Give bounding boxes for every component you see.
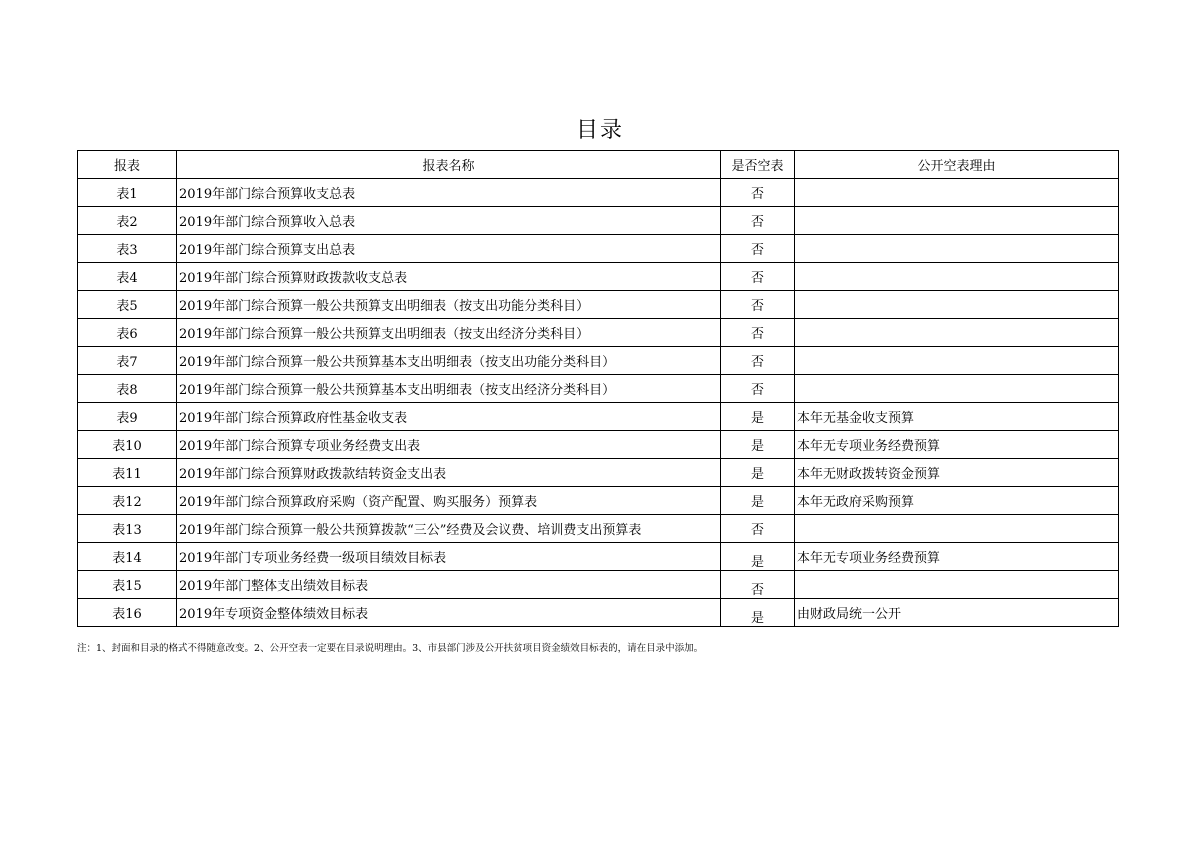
- report-id: 表9: [78, 403, 177, 431]
- table-row: [78, 431, 1119, 459]
- report-id: 表16: [78, 599, 177, 627]
- is-empty-value: 是: [721, 543, 795, 571]
- page-title: 目录: [575, 118, 624, 143]
- report-id: 表8: [78, 375, 177, 403]
- report-catalog-table: [77, 150, 1119, 627]
- empty-reason: 本年无基金收支预算: [795, 403, 1119, 431]
- is-empty-value: 否: [721, 179, 795, 207]
- empty-reason: 本年无专项业务经费预算: [795, 543, 1119, 571]
- footnote: 注：1、封面和目录的格式不得随意改变。2、公开空表一定要在目录说明理由。3、市县部门涉及公开扶贫项目资金绩效目标表的，请在目录中添加。: [77, 643, 704, 654]
- table-row: [78, 319, 1119, 347]
- table-row: [78, 291, 1119, 319]
- empty-reason: [795, 515, 1119, 543]
- report-name: 2019年部门综合预算政府采购（资产配置、购买服务）预算表: [177, 487, 721, 515]
- empty-reason: 本年无政府采购预算: [795, 487, 1119, 515]
- table-row: [78, 571, 1119, 599]
- report-id: 表3: [78, 235, 177, 263]
- empty-reason: 本年无财政拨转资金预算: [795, 459, 1119, 487]
- header-is-empty: 是否空表: [721, 151, 795, 179]
- is-empty-value: 是: [721, 487, 795, 515]
- table-row: [78, 459, 1119, 487]
- report-id: 表6: [78, 319, 177, 347]
- empty-reason: [795, 571, 1119, 599]
- table-row: [78, 263, 1119, 291]
- is-empty-value: 否: [721, 263, 795, 291]
- report-name: 2019年部门综合预算专项业务经费支出表: [177, 431, 721, 459]
- report-name: 2019年部门综合预算一般公共预算支出明细表（按支出经济分类科目）: [177, 319, 721, 347]
- empty-reason: 由财政局统一公开: [795, 599, 1119, 627]
- report-id: 表12: [78, 487, 177, 515]
- report-name: 2019年部门专项业务经费一级项目绩效目标表: [177, 543, 721, 571]
- report-id: 表1: [78, 179, 177, 207]
- table-row: [78, 403, 1119, 431]
- is-empty-value: 是: [721, 403, 795, 431]
- empty-reason: [795, 347, 1119, 375]
- report-id: 表2: [78, 207, 177, 235]
- table-row: [78, 235, 1119, 263]
- report-id: 表15: [78, 571, 177, 599]
- is-empty-value: 否: [721, 207, 795, 235]
- empty-reason: 本年无专项业务经费预算: [795, 431, 1119, 459]
- table-row: [78, 543, 1119, 571]
- header-reason: 公开空表理由: [795, 151, 1119, 179]
- empty-reason: [795, 207, 1119, 235]
- header-report-name: 报表名称: [177, 151, 721, 179]
- header-report-id: 报表: [78, 151, 177, 179]
- report-id: 表11: [78, 459, 177, 487]
- empty-reason: [795, 291, 1119, 319]
- is-empty-value: 否: [721, 515, 795, 543]
- table-row: [78, 515, 1119, 543]
- report-name: 2019年部门综合预算一般公共预算拨款“三公”经费及会议费、培训费支出预算表: [177, 515, 721, 543]
- empty-reason: [795, 263, 1119, 291]
- report-id: 表14: [78, 543, 177, 571]
- report-name: 2019年部门综合预算一般公共预算基本支出明细表（按支出功能分类科目）: [177, 347, 721, 375]
- report-id: 表7: [78, 347, 177, 375]
- report-name: 2019年部门综合预算收支总表: [177, 179, 721, 207]
- report-id: 表10: [78, 431, 177, 459]
- report-name: 2019年部门综合预算政府性基金收支表: [177, 403, 721, 431]
- table-row: [78, 347, 1119, 375]
- is-empty-value: 否: [721, 571, 795, 599]
- report-id: 表13: [78, 515, 177, 543]
- is-empty-value: 否: [721, 319, 795, 347]
- table-header-row: [78, 151, 1119, 179]
- is-empty-value: 否: [721, 347, 795, 375]
- report-name: 2019年部门综合预算一般公共预算基本支出明细表（按支出经济分类科目）: [177, 375, 721, 403]
- is-empty-value: 否: [721, 235, 795, 263]
- table-row: [78, 375, 1119, 403]
- table-row: [78, 599, 1119, 627]
- report-name: 2019年部门综合预算财政拨款收支总表: [177, 263, 721, 291]
- empty-reason: [795, 179, 1119, 207]
- is-empty-value: 是: [721, 599, 795, 627]
- is-empty-value: 是: [721, 431, 795, 459]
- table-row: [78, 207, 1119, 235]
- report-name: 2019年部门综合预算财政拨款结转资金支出表: [177, 459, 721, 487]
- empty-reason: [795, 235, 1119, 263]
- is-empty-value: 是: [721, 459, 795, 487]
- report-name: 2019年部门整体支出绩效目标表: [177, 571, 721, 599]
- table-row: [78, 487, 1119, 515]
- report-name: 2019年部门综合预算支出总表: [177, 235, 721, 263]
- report-name: 2019年部门综合预算一般公共预算支出明细表（按支出功能分类科目）: [177, 291, 721, 319]
- is-empty-value: 否: [721, 375, 795, 403]
- is-empty-value: 否: [721, 291, 795, 319]
- report-name: 2019年专项资金整体绩效目标表: [177, 599, 721, 627]
- empty-reason: [795, 319, 1119, 347]
- empty-reason: [795, 375, 1119, 403]
- table-row: [78, 179, 1119, 207]
- report-id: 表5: [78, 291, 177, 319]
- report-name: 2019年部门综合预算收入总表: [177, 207, 721, 235]
- report-id: 表4: [78, 263, 177, 291]
